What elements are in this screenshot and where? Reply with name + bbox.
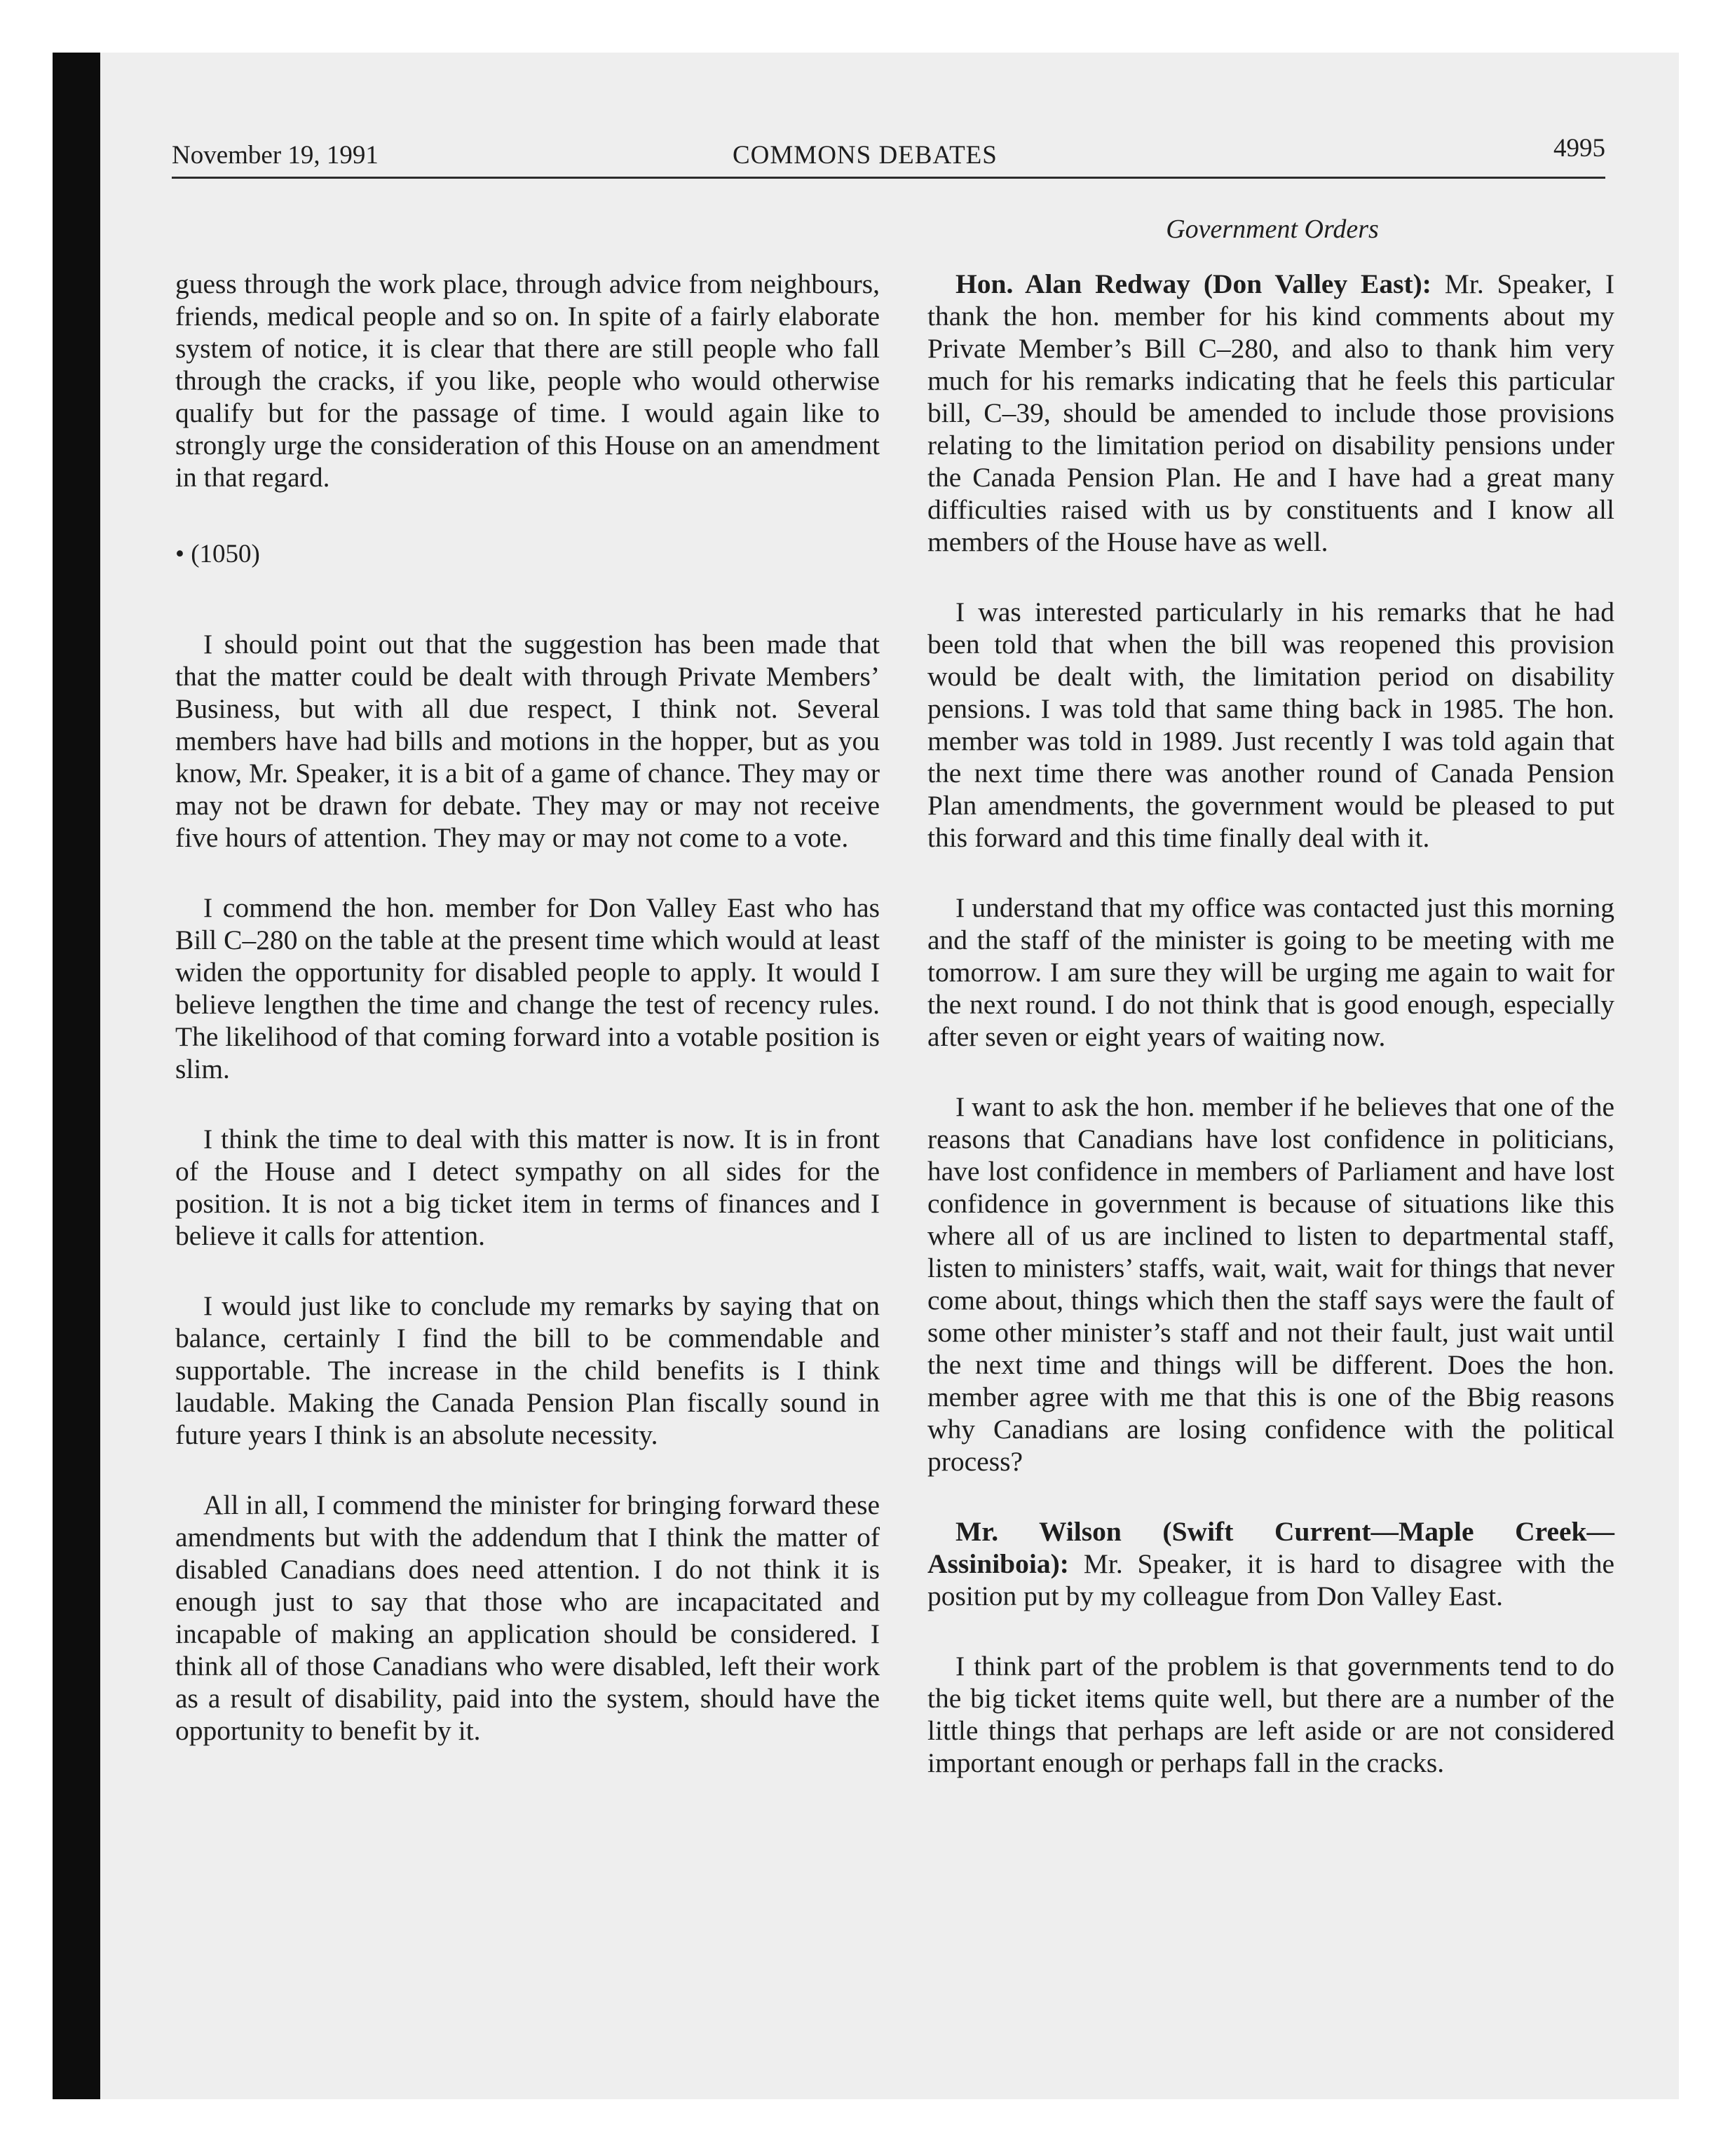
paragraph: All in all, I commend the minister for bringing forward these amendments but with the addendum that I think the matter of disabled Canadians does need attention. I do not think it is enough just to say that those who are incapacitated and incapable of making an application should be considered. I think all of those Canadians who were disabled, left their work as a result of disability, paid into the system, should have the opportunity to benefit by it.	[175, 1489, 880, 1746]
time-marker: • (1050)	[175, 540, 260, 568]
speech-text: Mr. Speaker, I thank the hon. member for his kind comments about my Private Member’s Bill C–280, and also to thank him very much for his remarks indicating that he feels this particular bill, C–39, should be amended to include those provisions relating to the limitation period on disability pensions under the Canada Pension Plan. He and I have had a great many difficulties raised with us by constituents and I know all members of the House have as well.	[927, 268, 1614, 557]
speech-text: Mr. Speaker, it is hard to disagree with the position put by my colleague from Don Valley East.	[927, 1548, 1614, 1611]
paragraph: I was interested particularly in his remarks that he had been told that when the bill was reopened this provision would be dealt with, the limitation period on disability pensions. I was told that same thing back in 1985. The hon. member was told in 1989. Just recently I was told again that the next time there was another round of Canada Pension Plan amendments, the government would be pleased to put this forward and this time finally deal with it.	[927, 596, 1614, 853]
paragraph: I commend the hon. member for Don Valley East who has Bill C–280 on the table at the present time which would at least widen the opportunity for disabled people to apply. It would I believe lengthen the time and change the test of recency rules. The likelihood of that coming forward into a votable position is slim.	[175, 892, 880, 1084]
speech-paragraph	[927, 268, 1614, 558]
paragraph: I understand that my office was contacted just this morning and the staff of the minister is going to be meeting with me tomorrow. I am sure they will be urging me again to wait for the next round. I do not think that is good enough, especially after seven or eight years of waiting now.	[927, 892, 1614, 1052]
paragraph: I think the time to deal with this matter is now. It is in front of the House and I detect sympathy on all sides for the position. It is not a big ticket item in terms of finances and I believe it calls for attention.	[175, 1124, 880, 1251]
page-header	[172, 133, 1605, 175]
right-column	[927, 268, 1614, 1779]
header-page-number: 4995	[1553, 134, 1605, 163]
paragraph: I would just like to conclude my remarks by saying that on balance, certainly I find the bill to be commendable and supportable. The increase in the child benefits is I think laudable. Making the Canada Pension Plan fiscally sound in future years I think is an absolute necessity.	[175, 1290, 880, 1450]
paragraph: guess through the work place, through advice from neighbours, friends, medical people and so on. In spite of a fairly elaborate system of notice, it is clear that there are still people who fall through the cracks, if you like, people who would otherwise qualify but for the passage of time. I would again like to strongly urge the consideration of this House on an amendment in that regard.	[175, 268, 880, 493]
speaker-name: Hon. Alan Redway (Don Valley East):	[955, 268, 1431, 299]
section-title: Government Orders	[1166, 214, 1379, 244]
scan-edge-bar	[53, 53, 100, 2099]
left-column	[175, 268, 880, 1747]
paragraph: I should point out that the suggestion has been made that that the matter could be dealt with through Private Members’ Business, but with all due respect, I think not. Several members have had bills and motions in the hopper, but as you know, Mr. Speaker, it is a bit of a game of chance. They may or may not be drawn for debate. They may or may not receive five hours of attention. They may or may not come to a vote.	[175, 629, 880, 853]
paragraph: I want to ask the hon. member if he believes that one of the reasons that Canadians have lost confidence in politicians, have lost confidence in members of Parliament and have lost confidence in government is because of situations like this where all of us are inclined to listen to departmental staff, listen to ministers’ staffs, wait, wait, wait for things that never come about, things which then the staff says were the fault of some other minister’s staff and not their fault, just wait until the next time and things will be different. Does the hon. member agree with me that this is one of the Bbig reasons why Canadians are losing confidence with the political process?	[927, 1091, 1614, 1477]
speech-paragraph	[927, 1515, 1614, 1612]
speaker-name: Mr. Wilson (Swift Current—Maple Creek—Assiniboia):	[927, 1516, 1614, 1579]
header-rule	[172, 177, 1605, 179]
paragraph: I think part of the problem is that governments tend to do the big ticket items quite well, but there are a number of the little things that perhaps are left aside or are not considered important enough or perhaps fall in the cracks.	[927, 1651, 1614, 1778]
header-date: November 19, 1991	[172, 141, 379, 170]
header-title: COMMONS DEBATES	[733, 141, 998, 170]
